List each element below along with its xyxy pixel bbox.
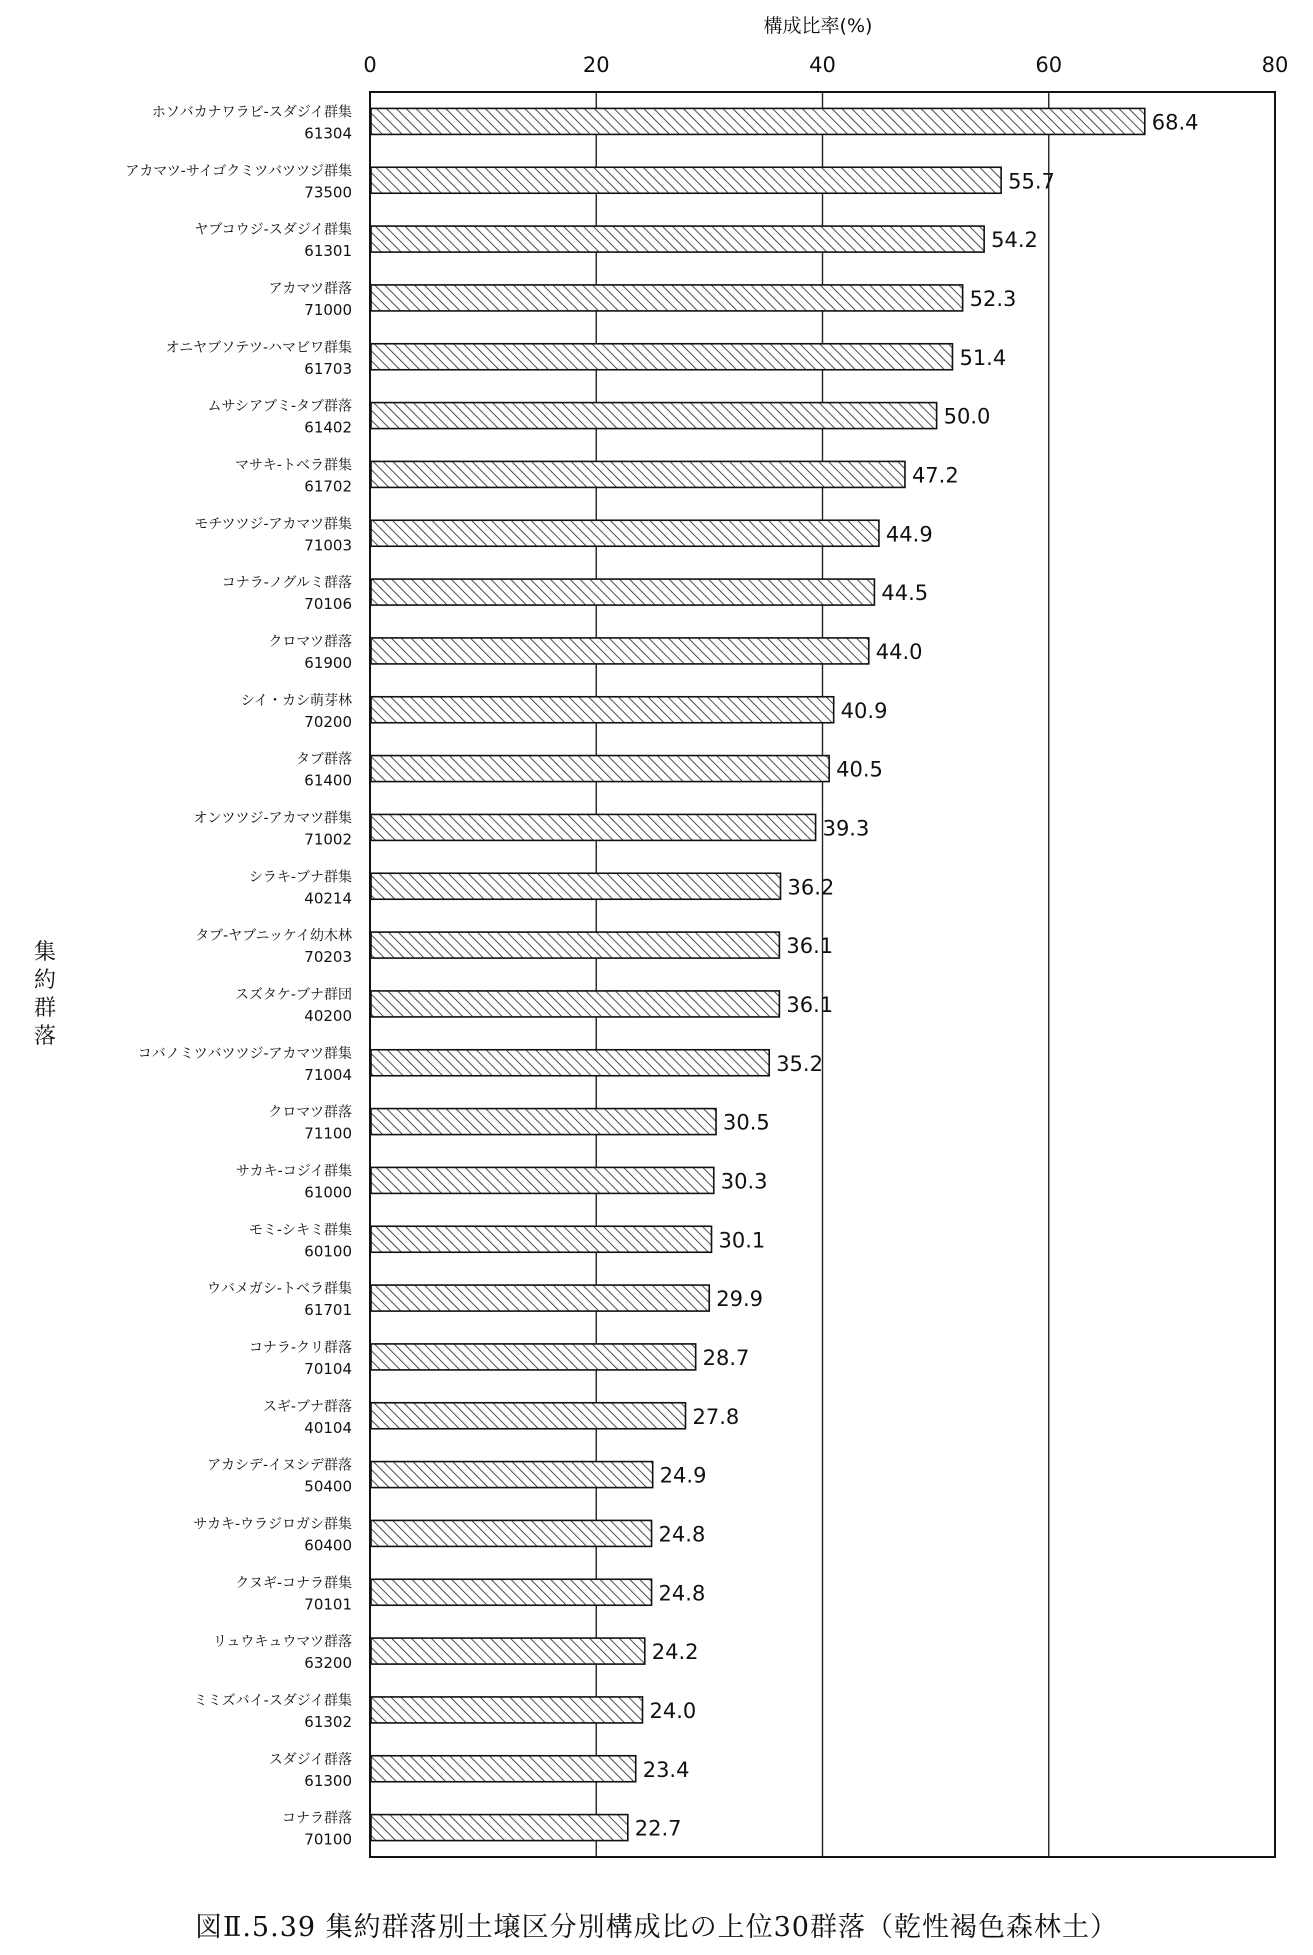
category-code: 70203 [304,948,352,967]
value-label: 52.3 [969,286,1017,311]
category-name: アカマツ群落 [268,280,352,297]
bar [371,520,879,546]
figure-caption: 図Ⅱ.5.39 集約群落別土壌区分別構成比の上位30群落（乾性褐色森林土） [195,1912,1118,1943]
bar [371,1226,712,1252]
x-tick-label: 20 [582,53,610,77]
bar [371,1697,643,1723]
category-code: 61701 [304,1301,352,1320]
category-name: スズタケ-ブナ群団 [234,986,352,1003]
category-name: サカキ-ウラジロガシ群集 [193,1516,352,1533]
category-name: タブ-ヤブニッケイ幼木林 [195,928,352,945]
bar [371,1579,652,1605]
category-name: スダジイ群落 [268,1751,352,1768]
category-name: マサキ-トベラ群集 [234,457,352,474]
value-label: 36.2 [787,875,835,900]
bar [371,461,905,487]
category-name: シラキ-ブナ群集 [248,869,352,886]
value-label: 24.2 [651,1640,699,1665]
category-name: ヤブコウジ-スダジイ群集 [194,222,352,239]
category-code: 61301 [304,242,352,261]
value-label: 29.9 [716,1287,764,1312]
bar [371,226,984,252]
category-code: 60400 [304,1536,352,1555]
category-name: クヌギ-コナラ群集 [235,1575,352,1592]
category-code: 61000 [304,1183,352,1202]
category-name: コナラ-ノグルミ群落 [221,575,352,592]
bar [371,1344,696,1370]
category-code: 61900 [304,653,352,672]
category-name: スギ-ブナ群落 [262,1398,352,1415]
category-code: 61400 [304,771,352,790]
category-name: アカマツ-サイゴクミツバツツジ群集 [125,163,352,180]
category-code: 71000 [304,300,352,319]
bar [371,579,874,605]
category-labels [125,103,352,1848]
bar [371,167,1001,193]
category-code: 50400 [304,1477,352,1496]
category-name: ムサシアブミ-タブ群落 [207,398,352,415]
value-label: 40.5 [836,757,883,782]
category-code: 63200 [304,1654,352,1673]
bar [371,1638,645,1664]
category-code: 73500 [304,183,352,202]
category-name: タブ群落 [296,751,352,768]
category-name: ミミズバイ-スダジイ群集 [193,1692,352,1709]
category-code: 71002 [304,830,352,849]
value-label: 55.7 [1008,169,1055,194]
value-label: 54.2 [991,228,1038,253]
value-label: 24.8 [658,1581,706,1606]
category-code: 61702 [304,477,352,496]
bar [371,1109,716,1135]
category-name: クロマツ群落 [268,633,352,650]
bars [371,108,1145,1840]
bar [371,814,816,840]
bar [371,1050,769,1076]
category-name: アカシデ-イヌシデ群落 [207,1457,352,1474]
category-code: 70101 [304,1595,352,1614]
value-label: 30.3 [720,1169,768,1194]
x-tick-label: 60 [1035,53,1063,77]
category-code: 70104 [304,1359,352,1378]
value-label: 23.4 [642,1757,690,1782]
category-name: クロマツ群落 [268,1104,352,1121]
value-label: 44.0 [875,639,923,664]
value-label: 44.9 [885,522,933,547]
bar [371,1285,709,1311]
value-label: 36.1 [786,992,834,1017]
value-label: 47.2 [911,463,959,488]
category-code: 71004 [304,1065,352,1084]
category-code: 60100 [304,1242,352,1261]
x-tick-label: 40 [809,53,836,77]
value-label: 44.5 [881,581,929,606]
bar [371,1756,636,1782]
category-name: コナラ-クリ群落 [248,1339,352,1356]
x-axis-title: 構成比率(%) [763,15,873,37]
value-label: 50.0 [943,404,991,429]
bar [371,403,937,429]
value-label: 40.9 [840,698,888,723]
x-tick-labels [363,53,1288,77]
value-label: 51.4 [959,345,1007,370]
category-code: 70106 [304,595,352,614]
bar [371,873,781,899]
value-label: 22.7 [634,1816,682,1841]
bar [371,108,1145,134]
value-label: 36.1 [786,934,834,959]
category-name: サカキ-コジイ群集 [235,1163,352,1180]
value-label: 68.4 [1151,110,1199,135]
bar [371,932,779,958]
bar [371,1462,653,1488]
category-name: コナラ群落 [282,1810,352,1827]
x-tick-label: 0 [363,53,377,77]
category-code: 40214 [304,889,352,908]
bar [371,344,952,370]
category-code: 71100 [304,1124,352,1143]
value-label: 24.9 [659,1463,707,1488]
category-name: リュウキュウマツ群落 [212,1634,352,1651]
bar [371,1520,652,1546]
value-label: 24.8 [658,1522,706,1547]
value-label: 24.0 [649,1698,697,1723]
bar [371,1815,628,1841]
category-code: 61302 [304,1712,352,1731]
value-label: 27.8 [692,1404,740,1429]
category-name: ホソバカナワラビ-スダジイ群集 [151,104,352,121]
bar [371,1403,685,1429]
category-code: 70200 [304,712,352,731]
category-name: モチツツジ-アカマツ群集 [194,516,352,533]
category-name: オニヤブソテツ-ハマビワ群集 [165,339,352,356]
bar [371,285,963,311]
category-name: ウバメガシ-トベラ群集 [206,1281,352,1298]
bar [371,756,829,782]
value-label: 35.2 [776,1051,823,1076]
bar [371,991,779,1017]
value-label: 28.7 [702,1345,750,1370]
category-name: モミ-シキミ群集 [248,1222,352,1239]
category-code: 61304 [304,124,352,143]
value-label: 30.1 [718,1228,766,1253]
x-tick-label: 80 [1261,53,1289,77]
category-code: 40200 [304,1006,352,1025]
bar [371,1167,714,1193]
category-code: 61402 [304,418,352,437]
category-code: 40104 [304,1418,352,1437]
value-label: 39.3 [822,816,870,841]
value-label: 30.5 [723,1110,770,1135]
category-name: オンツツジ-アカマツ群集 [193,810,352,827]
bar [371,638,869,664]
category-name: シイ・カシ萌芽林 [240,692,352,709]
category-code: 61703 [304,359,352,378]
category-code: 70100 [304,1830,352,1849]
category-name: コバノミツバツツジ-アカマツ群集 [137,1045,352,1062]
y-axis-title: 集約群落 [33,940,57,1049]
category-code: 61300 [304,1771,352,1790]
bar [371,697,834,723]
category-code: 71003 [304,536,352,555]
